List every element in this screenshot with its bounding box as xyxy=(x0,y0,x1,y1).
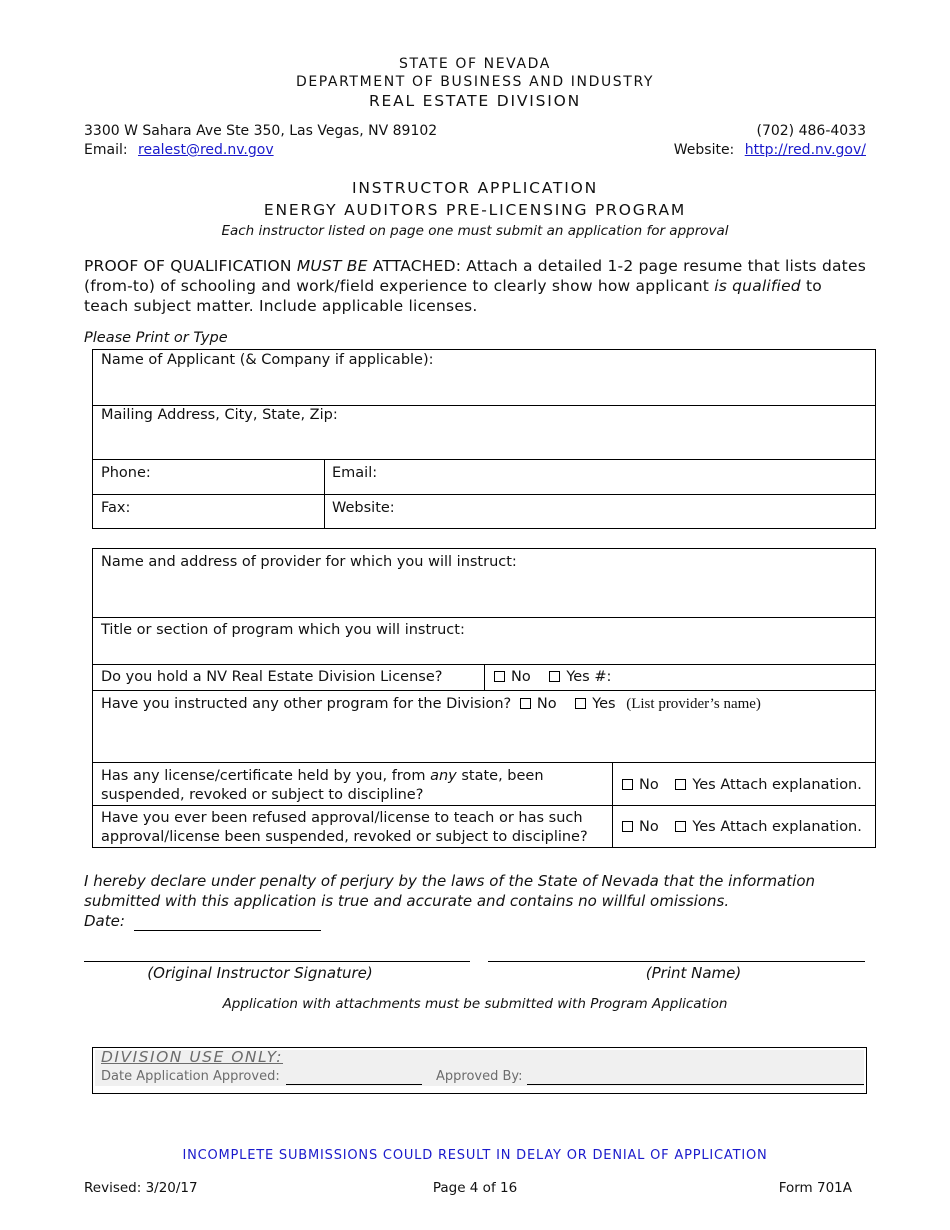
refused-yes-label: Yes Attach explanation. xyxy=(692,819,862,835)
division-use-box xyxy=(92,1047,867,1094)
license-question: Do you hold a NV Real Estate Division License? xyxy=(101,669,443,685)
discipline-yes-label: Yes Attach explanation. xyxy=(692,777,862,793)
division-phone: (702) 486-4033 xyxy=(756,123,866,139)
approved-by-label: Approved By: xyxy=(436,1069,523,1084)
discipline-options xyxy=(614,775,870,795)
mailing-address-label: Mailing Address, City, State, Zip: xyxy=(101,407,338,423)
incomplete-warning: INCOMPLETE SUBMISSIONS COULD RESULT IN DELAY OR DENIAL OF APPLICATION xyxy=(182,1148,768,1163)
approved-by-line[interactable] xyxy=(527,1084,864,1085)
refused-yes-checkbox[interactable] xyxy=(675,821,686,832)
applicant-name-field[interactable] xyxy=(93,350,442,370)
applicant-website-field[interactable] xyxy=(324,498,403,518)
applicant-email-field[interactable] xyxy=(324,463,385,483)
division-title: REAL ESTATE DIVISION xyxy=(368,92,582,110)
mailing-address-field[interactable] xyxy=(93,405,346,425)
discipline-q-any: any xyxy=(430,768,457,784)
applicant-website-label: Website: xyxy=(332,500,395,516)
discipline-q-part1: Has any license/certificate held by you, from xyxy=(101,768,426,784)
instructed-question xyxy=(93,694,873,715)
license-yes-checkbox[interactable] xyxy=(549,671,560,682)
date-label: Date: xyxy=(84,912,125,930)
program-table xyxy=(92,548,876,848)
proof-rest-2: to teach subject matter. Include applicable licenses. xyxy=(84,277,822,315)
date-approved-label: Date Application Approved: xyxy=(101,1069,280,1084)
proof-lead: PROOF OF QUALIFICATION xyxy=(84,257,292,275)
phone-label: Phone: xyxy=(101,465,151,481)
refused-no-checkbox[interactable] xyxy=(622,821,633,832)
proof-rest-1: ATTACHED: Attach a detailed 1-2 page resume that lists dates (from-to) of schooling and work/field experience to clearly show how applicant xyxy=(84,257,866,295)
refused-no-label: No xyxy=(639,819,659,835)
instructed-yes-label: Yes xyxy=(592,696,616,712)
license-yes-label: Yes #: xyxy=(566,669,612,685)
license-no-label: No xyxy=(511,669,531,685)
applicant-email-label: Email: xyxy=(332,465,378,481)
form-number: Form 701A xyxy=(778,1180,852,1196)
program-title: ENERGY AUDITORS PRE-LICENSING PROGRAM xyxy=(263,201,687,219)
discipline-no-checkbox[interactable] xyxy=(622,779,633,790)
fax-field[interactable] xyxy=(93,498,138,518)
website-label: Website: xyxy=(673,142,735,158)
print-name-line[interactable] xyxy=(488,961,865,962)
program-title-label: Title or section of program which you will instruct: xyxy=(101,622,465,638)
website-link[interactable]: http://red.nv.gov/ xyxy=(744,142,866,158)
proof-must: MUST BE xyxy=(296,257,368,275)
email-label: Email: xyxy=(84,142,128,158)
license-options xyxy=(486,667,619,687)
print-note: Please Print or Type xyxy=(84,330,228,346)
instructed-question-label: Have you instructed any other program for the Division? xyxy=(101,696,512,712)
division-address: 3300 W Sahara Ave Ste 350, Las Vegas, NV 89102 xyxy=(84,123,438,139)
print-name-caption: (Print Name) xyxy=(645,964,742,982)
proof-paragraph xyxy=(84,256,868,316)
fax-label: Fax: xyxy=(101,500,131,516)
provider-label: Name and address of provider for which you will instruct: xyxy=(101,554,517,570)
email-link[interactable]: realest@red.nv.gov xyxy=(138,142,274,158)
instructed-no-checkbox[interactable] xyxy=(520,698,531,709)
form-title: INSTRUCTOR APPLICATION xyxy=(352,179,598,197)
state-title: STATE OF NEVADA xyxy=(399,56,551,72)
provider-field[interactable] xyxy=(93,552,525,572)
instructed-yes-checkbox[interactable] xyxy=(575,698,586,709)
discipline-yes-checkbox[interactable] xyxy=(675,779,686,790)
discipline-question xyxy=(93,765,611,807)
applicant-table xyxy=(92,349,876,529)
website-line xyxy=(674,142,866,158)
instructor-note: Each instructor listed on page one must submit an application for approval xyxy=(221,223,729,239)
program-title-field[interactable] xyxy=(93,620,473,640)
division-use-title: DIVISION USE ONLY: xyxy=(101,1048,284,1066)
discipline-no-label: No xyxy=(639,777,659,793)
department-title: DEPARTMENT OF BUSINESS AND INDUSTRY xyxy=(295,74,655,90)
applicant-name-label: Name of Applicant (& Company if applicable): xyxy=(101,352,434,368)
proof-qualified: is qualified xyxy=(714,277,801,295)
signature-caption: (Original Instructor Signature) xyxy=(147,964,373,982)
discipline-q-part2: state, been suspended, revoked or subject to discipline? xyxy=(101,768,544,803)
declaration-text: I hereby declare under penalty of perjury by the laws of the State of Nevada that the information submitted with this application is true and accurate and contains no willful omissions. xyxy=(84,872,816,910)
instructed-no-label: No xyxy=(536,696,557,712)
phone-field[interactable] xyxy=(93,463,159,483)
refused-question: Have you ever been refused approval/license to teach or has such approval/license been suspended, revoked or subject to discipline? xyxy=(101,810,588,845)
submission-note: Application with attachments must be submitted with Program Application xyxy=(222,996,728,1012)
license-no-checkbox[interactable] xyxy=(494,671,505,682)
date-line[interactable] xyxy=(134,930,321,931)
list-provider-note: (List provider’s name) xyxy=(626,696,761,712)
revised-date: Revised: 3/20/17 xyxy=(84,1180,198,1196)
date-approved-line[interactable] xyxy=(286,1084,422,1085)
refused-options xyxy=(614,817,870,837)
signature-line[interactable] xyxy=(84,961,470,962)
page-number: Page 4 of 16 xyxy=(432,1180,518,1196)
email-line xyxy=(84,142,274,158)
